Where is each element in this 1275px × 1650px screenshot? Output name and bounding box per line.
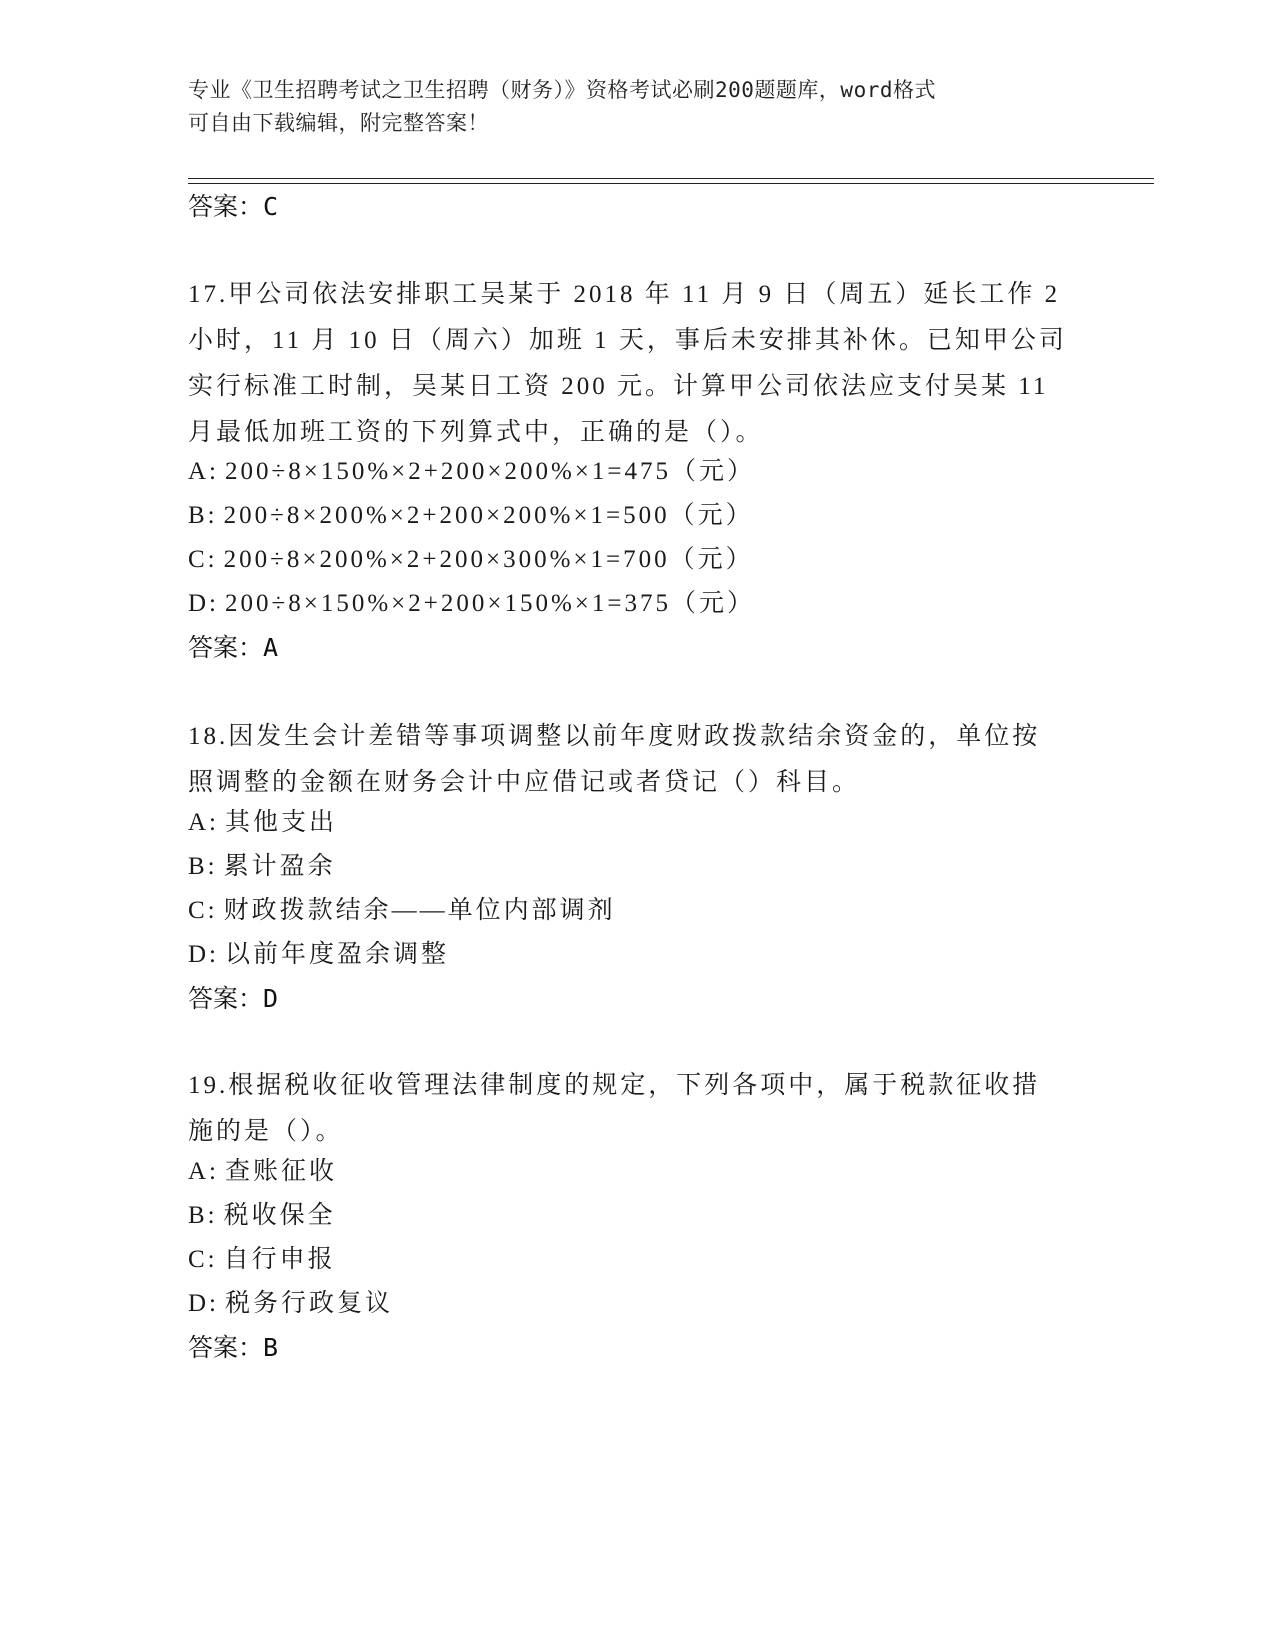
question-19-option-c: [188, 1243, 336, 1277]
question-18-option-b: [188, 850, 336, 884]
question-19-option-b: [188, 1199, 336, 1233]
question-18-option-a: [188, 806, 337, 840]
header-line-2: 可自由下载编辑，附完整答案！: [188, 111, 489, 135]
page-header: [188, 74, 1068, 140]
question-line: 18.因发生会计差错等事项调整以前年度财政拨款结余资金的，单位按: [188, 723, 1041, 750]
previous-answer: 答案：C: [188, 192, 279, 221]
question-18-answer: 答案：D: [188, 984, 279, 1013]
question-19-option-a: [188, 1155, 337, 1189]
question-19-option-d: [188, 1287, 393, 1321]
option-text: 200÷8×150%×2+200×150%×1=375（元）: [225, 590, 755, 617]
question-17-option-a: [188, 455, 755, 489]
question-19-text: [188, 1063, 1088, 1155]
option-text: 200÷8×200%×2+200×300%×1=700（元）: [223, 546, 754, 573]
option-text: 税务行政复议: [225, 1290, 394, 1317]
option-key: D:: [188, 590, 219, 617]
option-key: B:: [188, 502, 218, 529]
question-18-text: [188, 714, 1088, 806]
option-text: 200÷8×150%×2+200×200%×1=475（元）: [225, 458, 755, 485]
option-text: 税收保全: [223, 1202, 336, 1229]
header-rule-bottom: [188, 183, 1154, 184]
question-17-text: [188, 272, 1088, 456]
option-key: C:: [188, 546, 218, 573]
option-key: A:: [188, 458, 219, 485]
option-key: D:: [188, 1290, 219, 1317]
question-line: 实行标准工时制，吴某日工资 200 元。计算甲公司依法应支付吴某 11: [188, 373, 1049, 400]
option-key: D:: [188, 941, 219, 968]
option-key: B:: [188, 853, 218, 880]
option-key: B:: [188, 1202, 218, 1229]
option-text: 累计盈余: [223, 853, 336, 880]
question-18-option-d: [188, 938, 449, 972]
option-text: 查账征收: [225, 1158, 338, 1185]
question-17-option-b: [188, 499, 754, 533]
option-key: C:: [188, 897, 218, 924]
question-line: 照调整的金额在财务会计中应借记或者贷记（）科目。: [188, 769, 861, 796]
question-line: 小时，11 月 10 日（周六）加班 1 天，事后未安排其补休。已知甲公司: [188, 327, 1067, 354]
option-text: 自行申报: [223, 1246, 336, 1273]
header-rule-top: [188, 178, 1154, 179]
question-line: 施的是（）。: [188, 1118, 344, 1145]
question-19-answer: 答案：B: [188, 1333, 279, 1362]
question-17-answer: 答案：A: [188, 633, 279, 662]
question-18-option-c: [188, 894, 616, 928]
question-17-option-d: [188, 587, 755, 621]
option-key: C:: [188, 1246, 218, 1273]
question-17-option-c: [188, 543, 754, 577]
question-line: 月最低加班工资的下列算式中，正确的是（）。: [188, 419, 764, 446]
question-line: 17.甲公司依法安排职工吴某于 2018 年 11 月 9 日（周五）延长工作 2: [188, 281, 1061, 308]
option-key: A:: [188, 809, 219, 836]
option-key: A:: [188, 1158, 219, 1185]
option-text: 以前年度盈余调整: [225, 941, 450, 968]
option-text: 财政拨款结余——单位内部调剂: [223, 897, 616, 924]
option-text: 其他支出: [225, 809, 338, 836]
header-line-1: 专业《卫生招聘考试之卫生招聘（财务）》资格考试必刷200题题库，word格式: [188, 78, 936, 102]
option-text: 200÷8×200%×2+200×200%×1=500（元）: [223, 502, 754, 529]
question-line: 19.根据税收征收管理法律制度的规定，下列各项中，属于税款征收措: [188, 1072, 1041, 1099]
